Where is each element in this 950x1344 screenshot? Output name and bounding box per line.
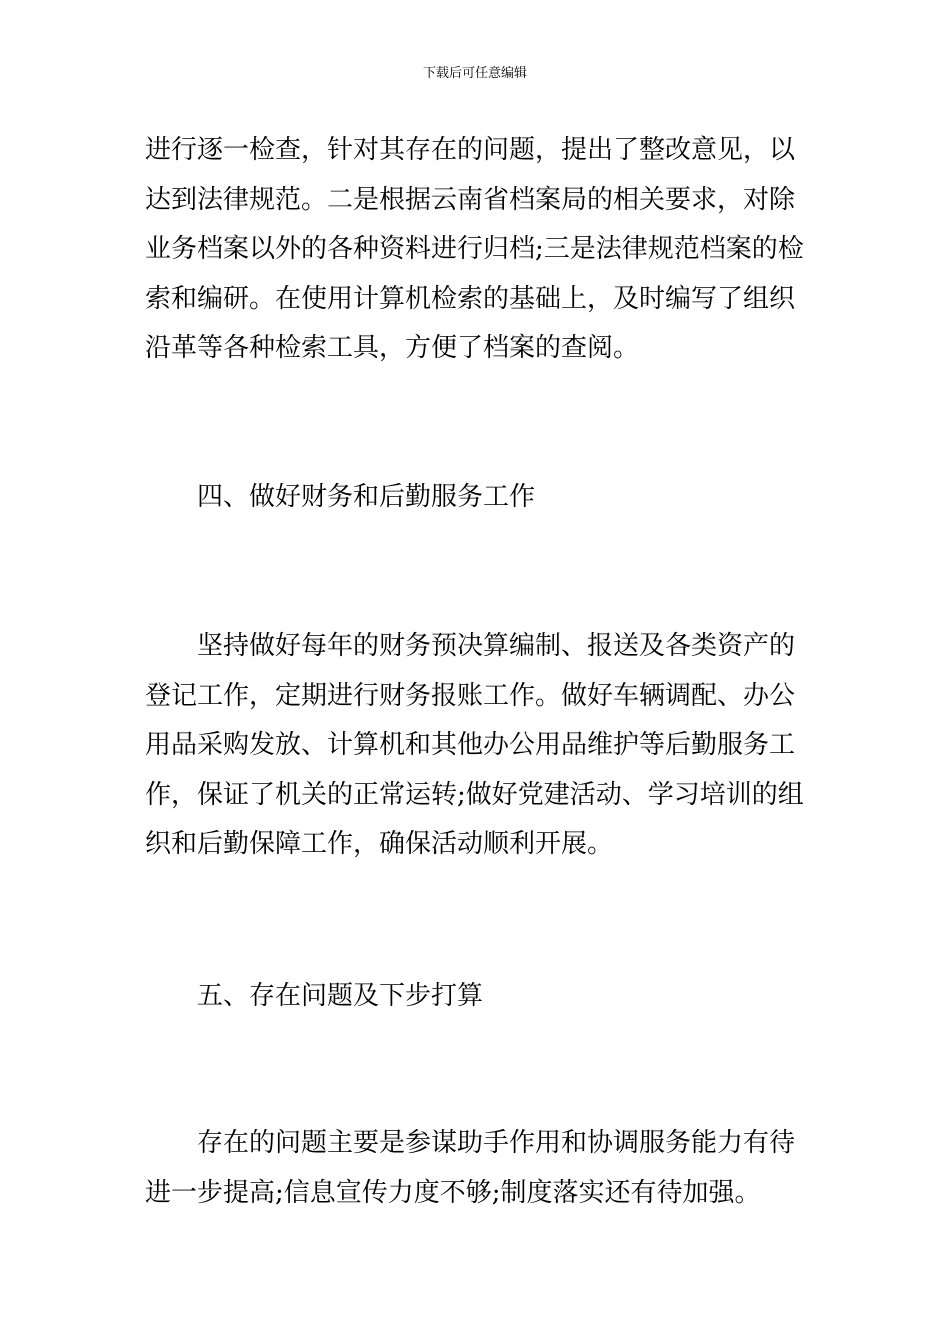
text-line: 达到法律规范。二是根据云南省档案局的相关要求，对除 <box>145 184 796 215</box>
paragraph-problems <box>145 1119 807 1218</box>
text-line: 进一步提高;信息宣传力度不够;制度落实还有待加强。 <box>145 1177 761 1208</box>
text-line: 索和编研。在使用计算机检索的基础上，及时编写了组织 <box>145 283 796 314</box>
text-line: 存在的问题主要是参谋助手作用和协调服务能力有待 <box>197 1128 796 1158</box>
page-header: 下载后可任意编辑 <box>422 66 527 81</box>
paragraph-archives <box>145 126 807 374</box>
text-line: 登记工作，定期进行财务报账工作。做好车辆调配、办公 <box>145 680 796 711</box>
text-line: 坚持做好每年的财务预决算编制、报送及各类资产的 <box>197 631 796 661</box>
section-heading-finance: 四、做好财务和后勤服务工作 <box>197 482 536 512</box>
text-line: 进行逐一检查，针对其存在的问题，提出了整改意见，以 <box>145 135 796 165</box>
text-line: 沿革等各种检索工具，方便了档案的查阅。 <box>145 333 640 363</box>
text-line: 用品采购发放、计算机和其他办公用品维护等后勤服务工 <box>145 730 796 760</box>
text-line: 业务档案以外的各种资料进行归档;三是法律规范档案的检 <box>145 234 804 264</box>
section-heading-problems: 五、存在问题及下步打算 <box>197 981 484 1011</box>
text-line: 作，保证了机关的正常运转;做好党建活动、学习培训的组 <box>145 779 804 810</box>
text-line: 织和后勤保障工作，确保活动顺利开展。 <box>145 829 614 859</box>
paragraph-finance <box>145 622 807 870</box>
